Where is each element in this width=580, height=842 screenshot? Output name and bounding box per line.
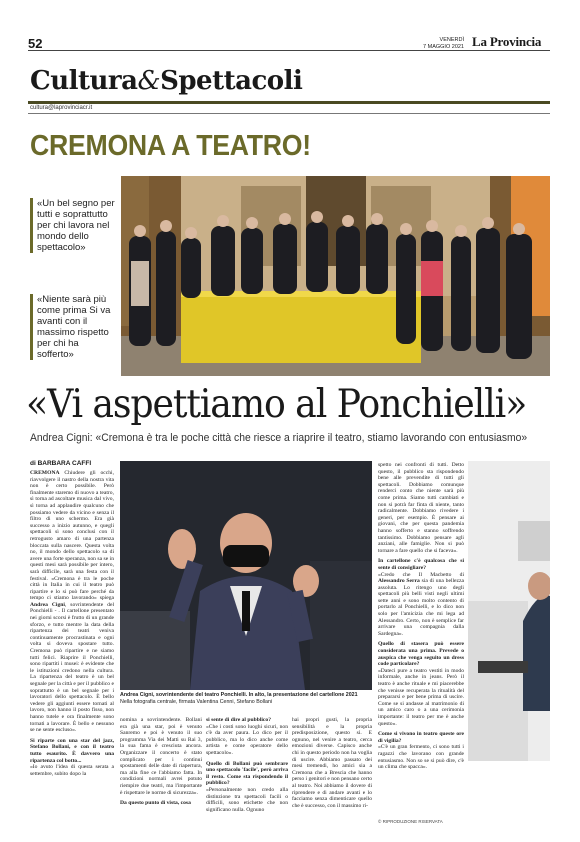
bollani-photo: [468, 461, 550, 761]
kicker-headline: CREMONA A TEATRO!: [30, 130, 311, 162]
pull-quote-1: «Un bel segno per tutti e soprattutto per chi lavora nel mondo dello spettacolo»: [30, 198, 116, 253]
presentation-photo: [121, 176, 550, 376]
newspaper-logo: La Provincia: [472, 34, 542, 49]
interview-answer: «Io avuto l'idea di questa serata a settembre, subito dopo la: [30, 764, 114, 777]
interview-answer: «Credo che Il Macbetto di: [378, 571, 464, 578]
cigni-portrait-image: [120, 461, 372, 690]
presentation-photo-image: [121, 176, 550, 376]
interview-question: In cartellone c'è qualcosa che si sente di consigliare?: [378, 558, 464, 571]
interview-question: Come si vivono in teatro queste ore di vigilia?: [378, 731, 464, 744]
masthead-rule: [28, 50, 550, 51]
interview-answer: «C'è un gran fermento, ci sono tutti i ragazzi che lavorano con grande entusiasmo. Non so se si può dire, c'è un clima che spacca».: [378, 744, 464, 771]
cigni-portrait-photo: [120, 461, 372, 690]
photo-caption: [120, 692, 375, 705]
article-column-1: [30, 470, 114, 777]
issue-day: VENERDÌ: [439, 37, 464, 43]
article-column-4: [292, 717, 372, 809]
issue-date: [418, 37, 464, 51]
article-column-3: [206, 717, 288, 813]
dateline: CREMONA: [30, 470, 60, 476]
section-rule: [28, 101, 550, 104]
section-ampersand: &: [137, 66, 161, 96]
headline: «Vi aspettiamo al Ponchielli»: [26, 382, 527, 427]
byline: di BARBARA CAFFI: [30, 460, 92, 467]
page-number: 52: [28, 36, 43, 51]
interview-answer: «Che i costi sono luoghi sicuri, non c'è da aver paura. Lo dico per il pubblico, ma lo dico anche come artista e come operatore dello spettacolo».: [206, 723, 288, 756]
subheadline: Andrea Cigni: «Cremona è tra le poche città che riesce a riaprire il teatro, stiamo lavorando con entusiasmo»: [30, 432, 528, 444]
issue-date-text: 7 MAGGIO 2021: [423, 44, 464, 50]
reproduction-notice: © RIPRODUZIONE RISERVATA: [378, 819, 443, 824]
interview-answer: sia di una bellezza assoluta. Lo ritengo uno degli spettacoli più belli visti negli ultimi sette anni e sono molto contento di portarlo al Ponchielli, e lo dico non solo per l'amicizia che mi lega ad Alessandro. Certo, non è semplice far arrivare una compagnia dalla Sardegna».: [378, 578, 464, 637]
interview-question: Da questo punto di vista, cosa: [120, 800, 191, 807]
person-name: Alessandro Serra: [378, 578, 420, 585]
interview-question: si sente di dire al pubblico?: [206, 717, 272, 723]
bollani-photo-image: [468, 461, 550, 761]
section-title: [30, 66, 302, 96]
interview-question: Quello di Bollani può sembrare uno spettacolo 'facile', però arriva il resto. Come sta rispondendo il pubblico?: [206, 760, 288, 787]
pull-quote-2: «Niente sarà più come prima Si va avanti con il massimo rispetto per chi ha sofferto»: [30, 294, 116, 360]
section-email: cultura@laprovinciacr.it: [30, 105, 93, 111]
interview-answer: «Dateci pure a teatro vestiti in modo informale, anche in jeans. Però il teatro è anche rituale e mi piacerebbe che venisse recuperata la ritualità del prepararsi e per bene prima di uscire. Come se si andasse al matrimonio di un amico caro o a una cerimonia importante: il teatro per me è anche questo».: [378, 667, 464, 727]
section-title-left: Cultura: [30, 66, 138, 96]
article-column-5: [378, 462, 464, 771]
section-rule-thin: [28, 113, 550, 114]
interview-answer: hai propri gusti, la propria sensibilità e la propria predisposizione, questo sì. E ognuno, nel venire a teatro, cerca emozioni diverse. Capisco anche chi in questo periodo non ha voglia di uscire. Abbiamo passato dei mesi tremendi, ho amici sia a Cremona che a Brescia che hanno perso i genitori e non pensano certo al teatro. Noi abbiamo il dovere di riprendere e di andare avanti e lo facciamo senza dimenticare quello che è successo, con il massimo ri-: [292, 717, 372, 809]
section-title-right: Spettacoli: [160, 66, 303, 96]
interview-answer: «Personalmente non credo alla distinzione tra spettacoli facili o difficili, sono etichette che non significano nulla. Ognuno: [206, 786, 288, 813]
caption-text: Nella fotografia centrale, firmata Valentina Cenni, Stefano Bollani: [120, 698, 273, 705]
interview-answer: nomina a sovrintendente. Bollani era già una star, poi è venuto Sanremo e poi è venuto il suo programma Via dei Matti su Rai 3, la sua fama è cresciuta ancora. Organizzare il concerto è stato complicato per i continui spostamenti delle date di riapertura, ma alla fine ce l'abbiamo fatta. In condizioni normali avrei potuto riempire due teatri, ma l'importante è rispettare le norme di sicurezza».: [120, 717, 202, 796]
interview-answer: spetto nei confronti di tutti. Detto questo, il pubblico sta rispondendo bene alle prevendite di tutti gli spettacoli. Dobbiamo comunque renderci conto che niente sarà più come prima. Siamo tutti cambiati e non si potrà far finta di niente, tanto radicalmente. Dobbiamo rivedere i generi, per esempio. È pensare ai giovani, che per questa pandemia hanno sofferto e stanno soffrendo tantissimo. Dobbiamo pensare agli anziani, alle famiglie. Non si può tornare a fare quello che si faceva».: [378, 462, 464, 554]
article-text: Chiudere gli occhi, riavvolgere il nastro della nostra vita non è certo possibile. Però finalmente staremo di nuovo a teatro, sì torna ad ascoltare musica dal vivo, sì torna ad applaudire qualcuno che possiamo vedere da vicino e senza il filtro di uno schermo. Era già successo a inizio autunno, e quegli spettacoli sì sono conclusi con il retrogusto amaro di una partenza bloccata sulla nascere. Questa volta no, il mondo dello spettacolo sa di avere una forte speranza, non sa se in questi mesi sarà possibile per intero, sarà difficile, sarà una festa con il festival. «Cremona è tra le poche città in Italia in cui il teatro può ripartire e lo si può fare perché da tempo ci stiamo lavorando» spiega: [30, 470, 115, 602]
interview-question: Si riparte con una star del jazz, Stefano Bollani, e con il teatro tutto esaurito. È davvero una ripartenza col botto...: [30, 737, 114, 764]
article-text: , sovrintendente del Ponchielli - . Il cartellone presentato nei giorni scorsi è frutto di un grande sforzo, e tutto mentre la data della ripartenza dei teatri veniva continuamente procrastinata e ogni volta si doveva spostare tutto. Cremona può ripartire e ne siamo tutti felici. Riaprire il Ponchielli, sono ripartiti i musei: è evidente che le istituzioni credono nella cultura. La ripartenza del teatro è un bel segnale per la città e per il pubblico e soprattutto è un bel segnale per i lavoratori dello spettacolo. È bello vedere gli aggiunti essere tornati al lavoro, non hanno il posto fisso, non hanno tutele e ora finalmente sono tornati a lavorare. È bello e nessuno se ne sente escluso».: [30, 601, 114, 734]
person-name: Andrea Cigni: [30, 601, 65, 608]
caption-bold: Andrea Cigni, sovrintendente del teatro Ponchielli. In alto, la presentazione del cartellone 2021: [120, 692, 358, 698]
interview-question: Quello di stasera può essere considerata una prima. Prevede o auspica che venga seguito un dress code particolare?: [378, 641, 464, 668]
article-column-2: [120, 717, 202, 807]
